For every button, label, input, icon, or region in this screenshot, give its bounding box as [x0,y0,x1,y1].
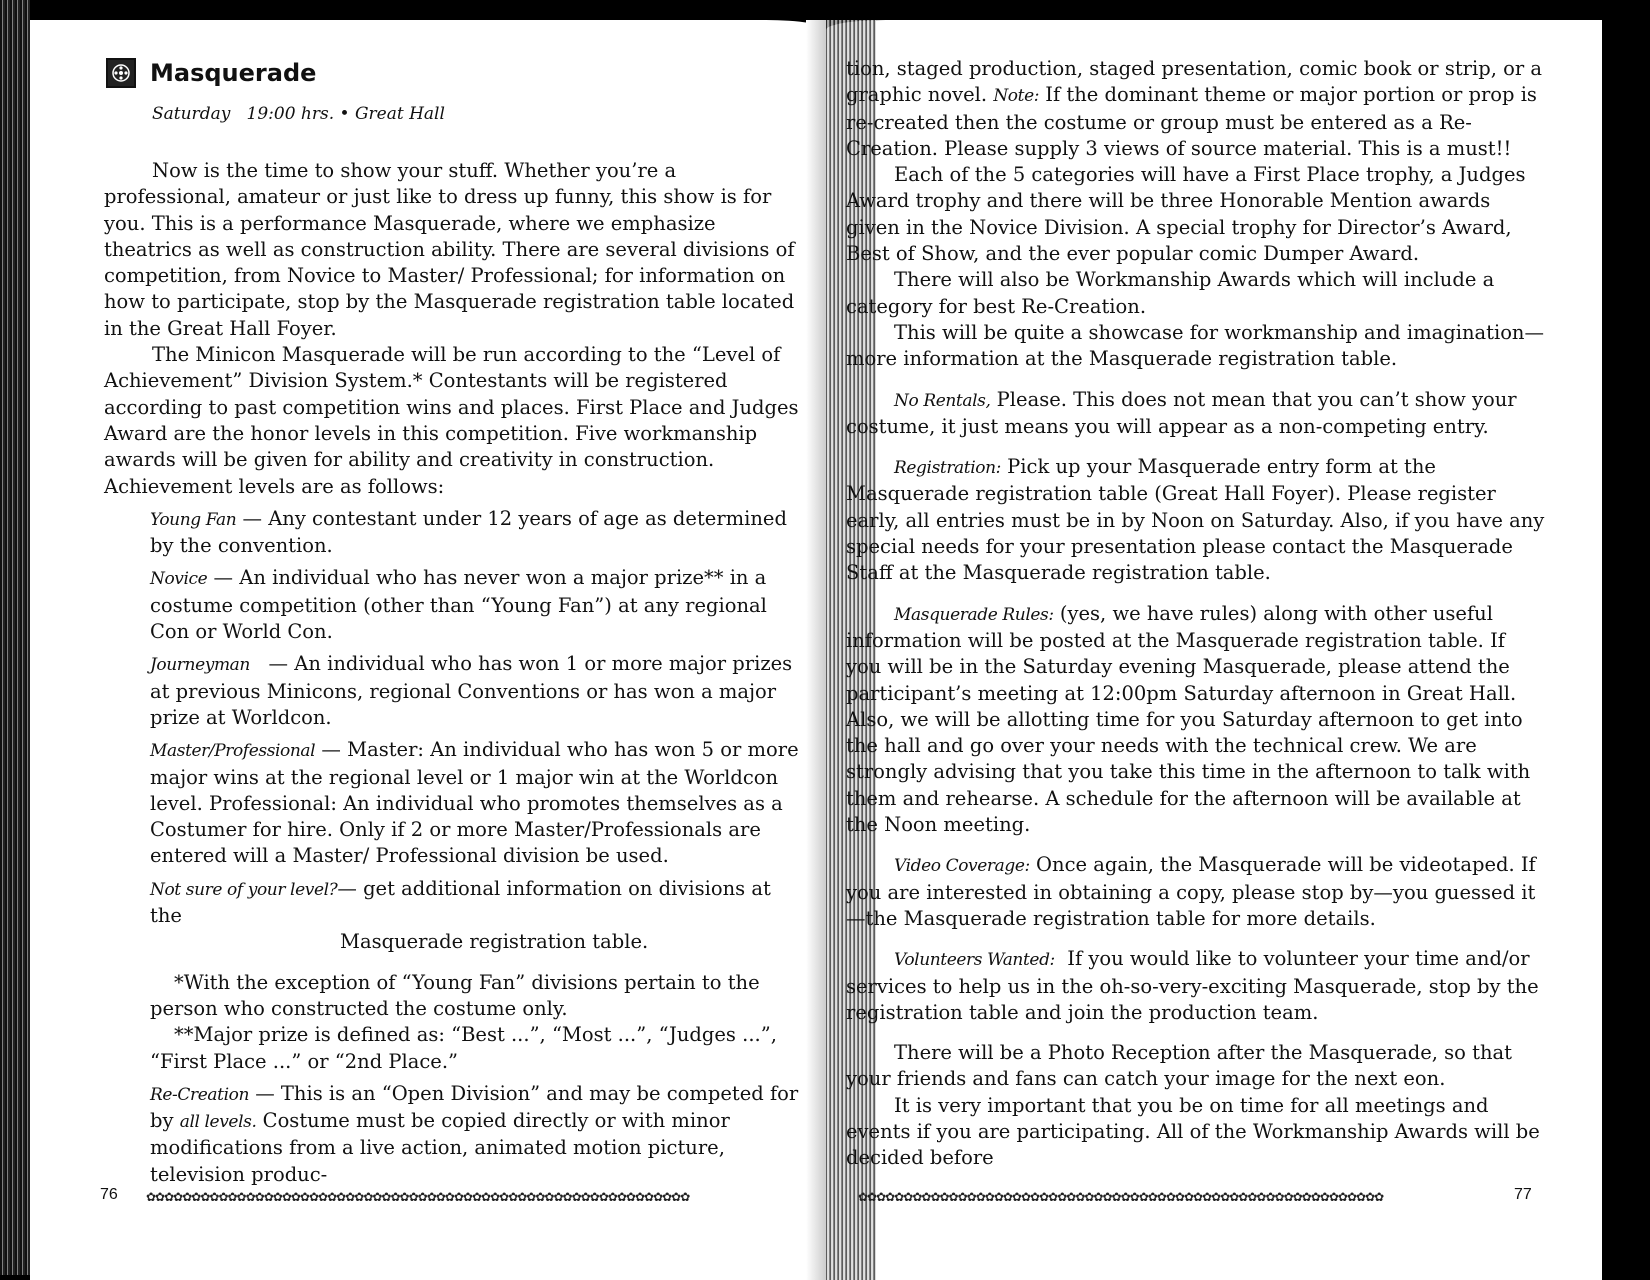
registration-text: Pick up your Masquerade entry form at the Masquerade registration table (Great Hall Foyer). Please register early, all entries must be in by Noon on Saturday. Also, if you have any special needs for your presentation please contact the Masquerade Staff at the Masquerade registration table. [846,455,1545,585]
event-time-location: Saturday 19:00 hrs. • Great Hall [152,104,445,124]
level-term: Master/Professional [150,741,316,762]
level-term: Journeyman [150,655,250,676]
page-title: Masquerade [150,59,317,87]
rules-label: Masquerade Rules: [894,604,1054,625]
rules-paragraph [846,601,1546,839]
video-label: Video Coverage: [894,856,1030,877]
re-creation-text: — This is an “Open Division” and may be competed for by [150,1081,799,1133]
level-description: — An individual who has won 1 or more major prizes at previous Minicons, regional Conventions or has won a major prize at Worldcon. [150,652,799,729]
note-text: If the dominant theme or major portion or prop is re-created then the costume or group must be entered as a Re-Creation. Please supply 3 views of source material. This is a must!! [846,83,1537,160]
volunteers-text: If you would like to volunteer your time and/or services to help us in the oh-so-very-exciting Masquerade, stop by the registration table and join the production team. [846,947,1545,1024]
level-novice [150,565,804,645]
left-column [104,158,804,1188]
no-rentals-text: Please. This does not mean that you can’t show your costume, it just means you will appear as a non-competing entry. [846,387,1517,438]
film-reel-icon [106,58,136,88]
section-header [106,58,316,88]
level-master-professional [150,737,804,869]
registration-label: Registration: [894,458,1001,479]
registration-paragraph [846,454,1546,586]
photo-reception-paragraph: There will be a Photo Reception after the Masquerade, so that your friends and fans can catch your image for the next eon. [846,1041,1512,1091]
re-creation-division [150,1081,804,1188]
division-system-paragraph: The Minicon Masquerade will be run according to the “Level of Achievement” Division System.* Contestants will be registered according to past competition wins and places. First Place and Judges Award are the honor levels in this competition. Five workmanship awards will be given for ability and creativity in construction. Achievement levels are as follows: [104,343,799,498]
re-creation-continuation [846,56,1546,162]
not-sure-label: Not sure of your level? [150,879,338,900]
right-column [846,56,1546,1172]
footnote-young-fan: *With the exception of “Young Fan” divisions pertain to the person who constructed the costume only. [150,970,760,1020]
note-label: Note: [993,86,1040,107]
level-term: Young Fan [150,509,237,530]
ornament-border-left: ✿✿✿✿✿✿✿✿✿✿✿✿✿✿✿✿✿✿✿✿✿✿✿✿✿✿✿✿✿✿✿✿✿✿✿✿✿✿✿✿✿✿✿✿✿✿✿✿✿✿✿✿✿✿✿✿✿✿✿✿ [146,1190,690,1204]
re-creation-text-2: Costume must be copied directly or with minor modifications from a live action, animated motion picture, television produc- [150,1109,730,1186]
level-description: — Any contestant under 12 years of age as determined by the convention. [150,506,787,558]
volunteers-paragraph [846,946,1546,1026]
volunteers-label: Volunteers Wanted: [894,950,1055,971]
level-description: — An individual who has never won a major prize** in a costume competition (other than “Young Fan”) at any regional Con or World Con. [150,566,767,644]
video-text: Once again, the Masquerade will be videotaped. If you are interested in obtaining a copy, please stop by—you guessed it—the Masquerade registration table for more details. [846,853,1536,930]
not-sure-note [150,876,804,930]
video-paragraph [846,852,1546,932]
not-sure-text-2: Masquerade registration table. [340,930,649,954]
level-journeyman [150,651,804,731]
book-edge-left [0,0,30,1275]
no-rentals-label: No Rentals, [894,390,991,411]
ornament-border-right: ✿✿✿✿✿✿✿✿✿✿✿✿✿✿✿✿✿✿✿✿✿✿✿✿✿✿✿✿✿✿✿✿✿✿✿✿✿✿✿✿✿✿✿✿✿✿✿✿✿✿✿✿✿✿✿✿✿✿ [858,1190,1384,1204]
page-number-right: 77 [1514,1186,1532,1203]
trophies-paragraph: Each of the 5 categories will have a First Place trophy, a Judges Award trophy and there will be three Honorable Mention awards given in the Novice Division. A special trophy for Director’s Award, Best of Show, and the ever popular comic Dumper Award. [846,163,1526,266]
no-rentals-paragraph [846,387,1546,441]
rules-text: (yes, we have rules) along with other useful information will be posted at the Masquerade registration table. If you will be in the Saturday evening Masquerade, please attend the participant’s meeting at 12:00pm Saturday afternoon in Great Hall. Also, we will be allotting time for you Saturday afternoon to get into the hall and go over your needs with the technical crew. We are strongly advising that you take this time in the afternoon to talk with them and rehearse. A schedule for the afternoon will be available at the Noon meeting. [846,601,1531,837]
not-sure-text: — get additional information on divisions at the [150,876,771,928]
book-edge-right [1600,0,1650,1275]
level-term: Novice [150,569,208,590]
gutter-shadow [806,20,826,1280]
intro-paragraph: Now is the time to show your stuff. Whether you’re a professional, amateur or just like to dress up funny, this show is for you. This is a performance Masquerade, where we emphasize theatrics as well as construction ability. There are several divisions of competition, from Novice to Master/ Professional; for information on how to participate, stop by the Masquerade registration table located in the Great Hall Foyer. [104,159,795,340]
all-levels-label: all levels. [179,1112,257,1133]
workmanship-paragraph: There will also be Workmanship Awards which will include a category for best Re-Creation. [846,268,1495,318]
level-description: — Master: An individual who has won 5 or more major wins at the regional level or 1 major win at the Worldcon level. Professional: An individual who promotes themselves as a Costumer for hire. Only if 2 or more Master/Professionals are entered will a Master/ Professional division be used. [150,738,799,868]
showcase-paragraph: This will be quite a showcase for workmanship and imagination—more information at the Masquerade registration table. [846,320,1544,371]
level-young-fan [150,506,804,560]
re-creation-label: Re-Creation [150,1084,249,1105]
page-number-left: 76 [100,1186,118,1203]
footnote-major-prize: **Major prize is defined as: “Best ...”, “Most ...”, “Judges ...”, “First Place ...” or “2nd Place.” [150,1023,777,1073]
on-time-paragraph: It is very important that you be on time for all meetings and events if you are participating. All of the Workmanship Awards will be decided before [846,1093,1540,1170]
continuation-text: tion, staged production, staged presentation, comic book or strip, or a graphic novel. [846,57,1542,107]
